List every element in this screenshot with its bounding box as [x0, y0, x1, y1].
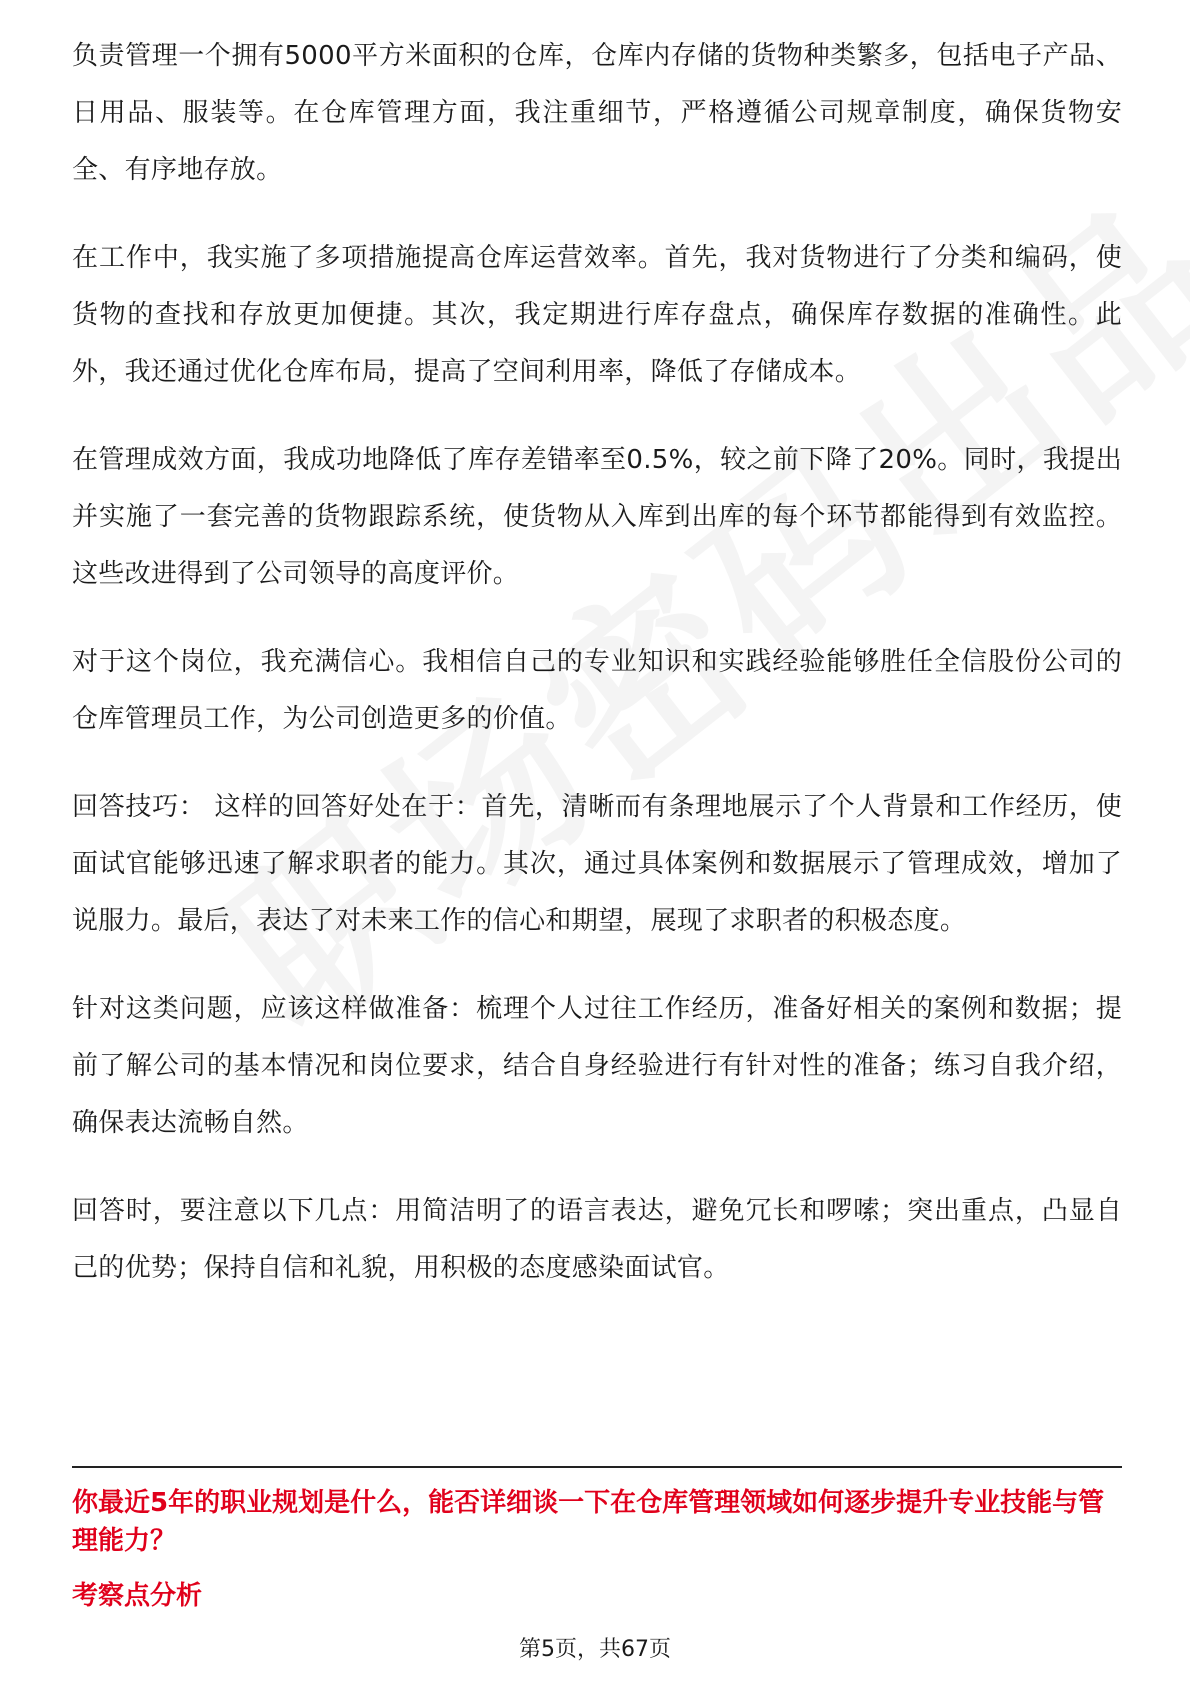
paragraph: 回答技巧： 这样的回答好处在于：首先，清晰而有条理地展示了个人背景和工作经历，使面试官能够迅速了解求职者的能力。其次，通过具体案例和数据展示了管理成效，增加了说服力。最后，表达了对未来工作的信心和期望，展现了求职者的积极态度。 — [72, 792, 1122, 936]
paragraph: 在工作中，我实施了多项措施提高仓库运营效率。首先，我对货物进行了分类和编码，使货物的查找和存放更加便捷。其次，我定期进行库存盘点，确保库存数据的准确性。此外，我还通过优化仓库布局，提高了空间利用率，降低了存储成本。 — [72, 243, 1122, 387]
body-text — [72, 0, 1122, 1297]
section-divider — [72, 1466, 1122, 1468]
paragraph: 回答时，要注意以下几点：用简洁明了的语言表达，避免冗长和啰嗦；突出重点，凸显自己的优势；保持自信和礼貌，用积极的态度感染面试官。 — [72, 1196, 1122, 1283]
paragraph: 负责管理一个拥有5000平方米面积的仓库，仓库内存储的货物种类繁多，包括电子产品、日用品、服装等。在仓库管理方面，我注重细节，严格遵循公司规章制度，确保货物安全、有序地存放。 — [72, 41, 1122, 185]
paragraph: 对于这个岗位，我充满信心。我相信自己的专业知识和实践经验能够胜任全信股份公司的仓库管理员工作，为公司创造更多的价值。 — [72, 647, 1122, 734]
paragraph: 在管理成效方面，我成功地降低了库存差错率至0.5%，较之前下降了20%。同时，我提出并实施了一套完善的货物跟踪系统，使货物从入库到出库的每个环节都能得到有效监控。这些改进得到了公司领导的高度评价。 — [72, 445, 1122, 589]
paragraph: 针对这类问题，应该这样做准备：梳理个人过往工作经历，准备好相关的案例和数据；提前了解公司的基本情况和岗位要求，结合自身经验进行有针对性的准备；练习自我介绍，确保表达流畅自然。 — [72, 994, 1122, 1138]
section-title: 考察点分析 — [72, 1581, 203, 1611]
page-number: 第5页，共67页 — [519, 1637, 671, 1662]
question-heading: 你最近5年的职业规划是什么，能否详细谈一下在仓库管理领域如何逐步提升专业技能与管理能力？ — [72, 1488, 1105, 1556]
